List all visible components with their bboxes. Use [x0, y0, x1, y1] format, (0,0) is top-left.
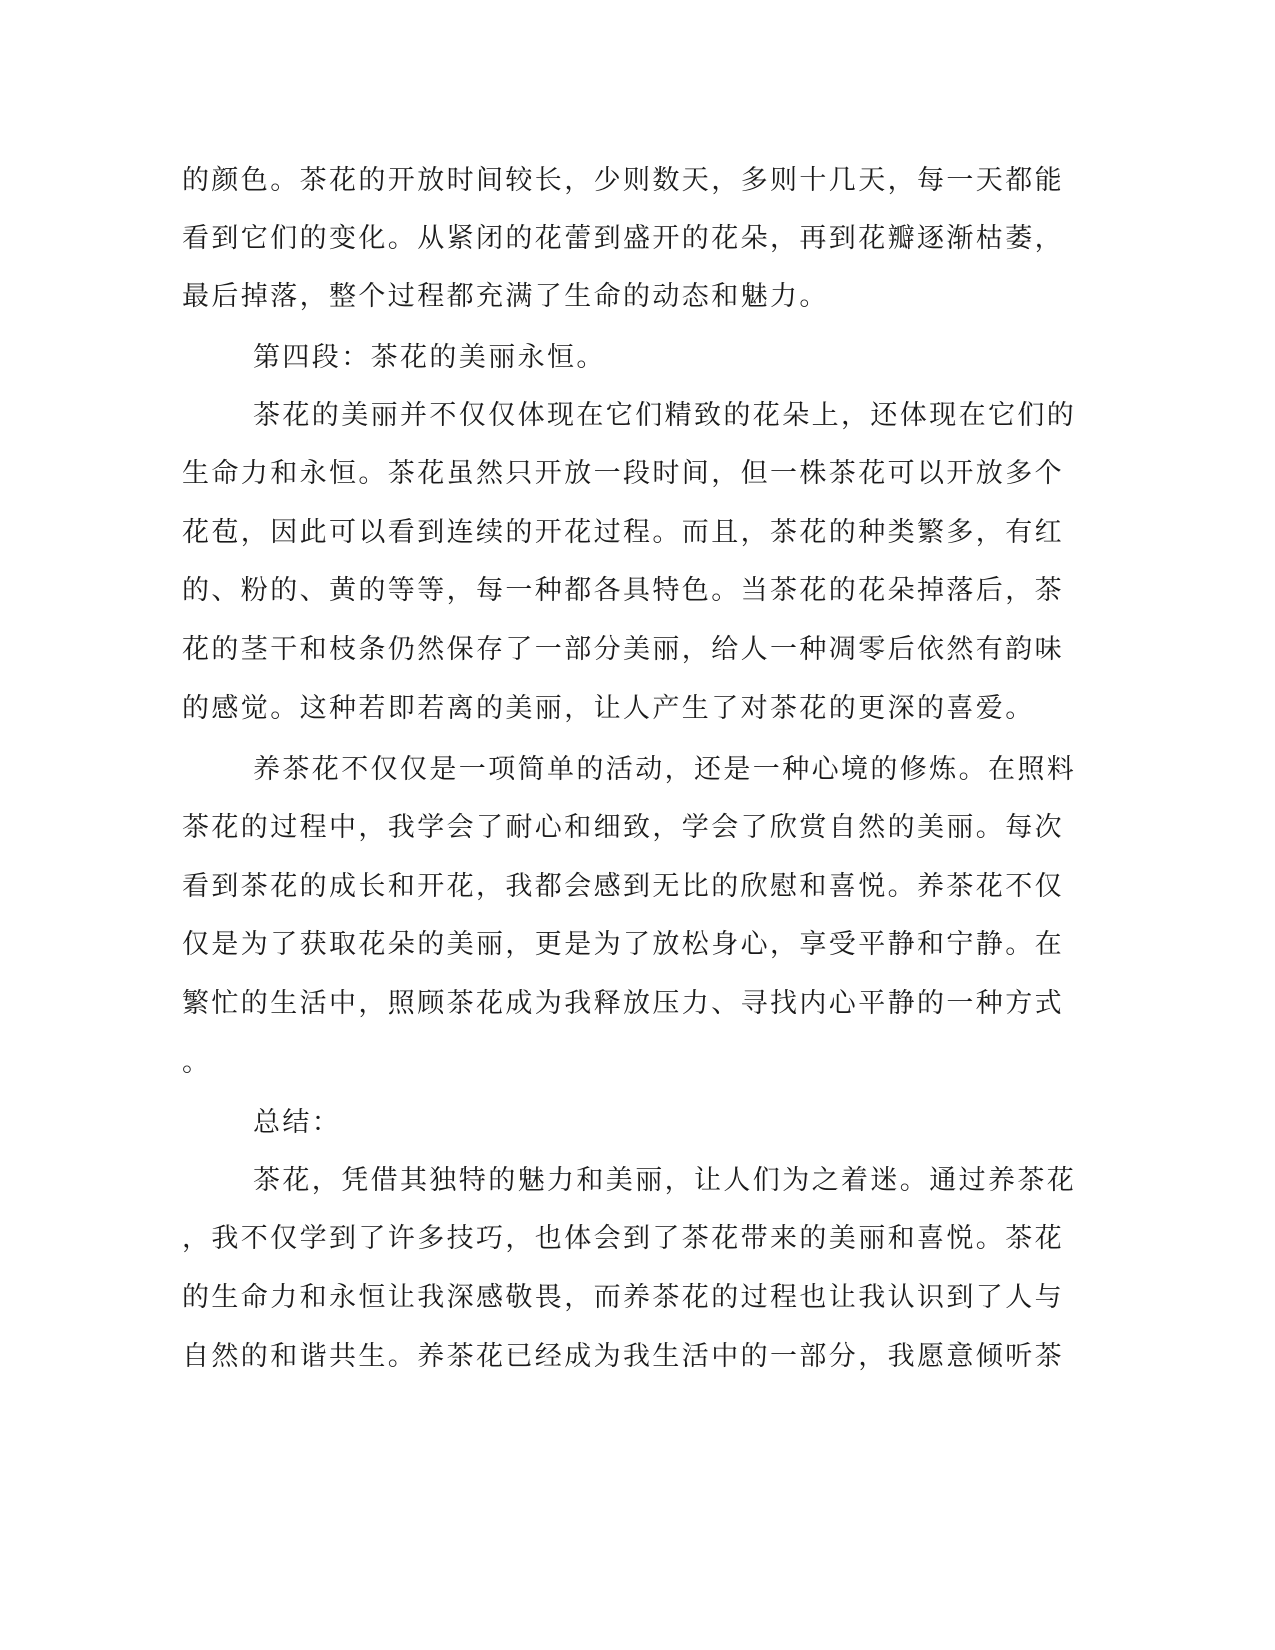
text-line: 的颜色。茶花的开放时间较长，少则数天，多则十几天，每一天都能 — [182, 165, 1064, 196]
text-line: 养茶花不仅仅是一项简单的活动，还是一种心境的修炼。在照料 — [253, 754, 1077, 785]
text-line: 自然的和谐共生。养茶花已经成为我生活中的一部分，我愿意倾听茶 — [182, 1341, 1064, 1372]
section-heading: 第四段：茶花的美丽永恒。 — [253, 342, 606, 373]
text-line: 看到它们的变化。从紧闭的花蕾到盛开的花朵，再到花瓣逐渐枯萎， — [182, 223, 1064, 254]
text-line: 繁忙的生活中，照顾茶花成为我释放压力、寻找内心平静的一种方式 — [182, 988, 1064, 1019]
text-line: 的生命力和永恒让我深感敬畏，而养茶花的过程也让我认识到了人与 — [182, 1282, 1064, 1313]
text-line: 的、粉的、黄的等等，每一种都各具特色。当茶花的花朵掉落后，茶 — [182, 575, 1064, 606]
text-line: 生命力和永恒。茶花虽然只开放一段时间，但一株茶花可以开放多个 — [182, 458, 1064, 489]
text-line: 看到茶花的成长和开花，我都会感到无比的欣慰和喜悦。养茶花不仅 — [182, 871, 1064, 902]
text-line: 花的茎干和枝条仍然保存了一部分美丽，给人一种凋零后依然有韵味 — [182, 634, 1064, 665]
text-line: 茶花的美丽并不仅仅体现在它们精致的花朵上，还体现在它们的 — [253, 400, 1077, 431]
text-line: 最后掉落，整个过程都充满了生命的动态和魅力。 — [182, 281, 829, 312]
text-line: 茶花，凭借其独特的魅力和美丽，让人们为之着迷。通过养茶花 — [253, 1165, 1077, 1196]
text-line: 仅是为了获取花朵的美丽，更是为了放松身心，享受平静和宁静。在 — [182, 929, 1064, 960]
text-line: 茶花的过程中，我学会了耐心和细致，学会了欣赏自然的美丽。每次 — [182, 812, 1064, 843]
text-line: ，我不仅学到了许多技巧，也体会到了茶花带来的美丽和喜悦。茶花 — [182, 1223, 1064, 1254]
text-line: 花苞，因此可以看到连续的开花过程。而且，茶花的种类繁多，有红 — [182, 517, 1064, 548]
text-line: 的感觉。这种若即若离的美丽，让人产生了对茶花的更深的喜爱。 — [182, 693, 1035, 724]
text-line: 。 — [182, 1047, 212, 1078]
section-heading: 总结： — [253, 1107, 342, 1138]
